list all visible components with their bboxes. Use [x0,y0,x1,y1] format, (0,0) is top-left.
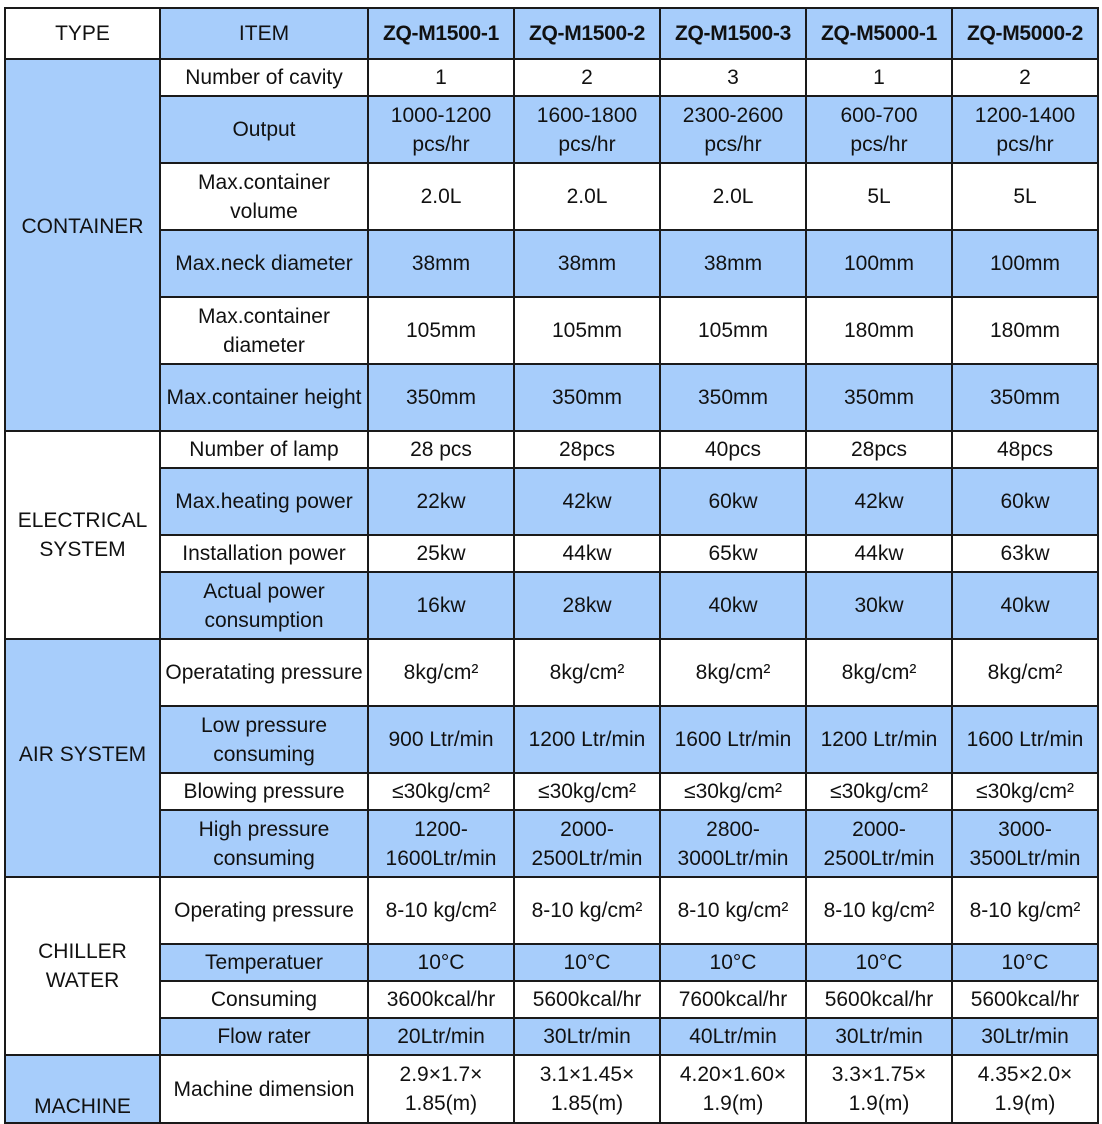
value-cell: 28kw [514,572,660,639]
item-label: Max.neck diameter [160,230,368,297]
value-cell: 40Ltr/min [660,1018,806,1055]
value-cell: 105mm [368,297,514,364]
table-row [5,1055,1098,1123]
table-row [5,297,1098,364]
model-header: ZQ-M1500-1 [368,8,514,59]
item-label: Installation power [160,535,368,572]
table-row [5,96,1098,163]
value-cell: 2.0L [660,163,806,230]
model-header: ZQ-M5000-2 [952,8,1098,59]
value-cell: 180mm [806,297,952,364]
item-label: Number of lamp [160,431,368,468]
value-cell: 2.9×1.7× 1.85(m) [368,1055,514,1123]
value-cell: 1200-1600Ltr/min [368,810,514,877]
item-header: ITEM [160,8,368,59]
value-cell: 44kw [806,535,952,572]
value-cell: 3000-3500Ltr/min [952,810,1098,877]
value-cell: 350mm [368,364,514,431]
table-row [5,706,1098,773]
value-cell: 63kw [952,535,1098,572]
value-cell: 3.1×1.45× 1.85(m) [514,1055,660,1123]
table-row [5,572,1098,639]
value-cell: 28pcs [514,431,660,468]
item-label: Number of cavity [160,59,368,96]
value-cell: 1600-1800 pcs/hr [514,96,660,163]
spec-table [4,7,1099,1124]
value-cell: 7600kcal/hr [660,981,806,1018]
value-cell: 350mm [952,364,1098,431]
value-cell: 2000-2500Ltr/min [514,810,660,877]
item-label: Machine dimension [160,1055,368,1123]
value-cell: 2800-3000Ltr/min [660,810,806,877]
item-label: Actual power consumption [160,572,368,639]
group-label-electrical: ELECTRICAL SYSTEM [5,431,160,639]
value-cell: 1 [368,59,514,96]
value-cell: 30Ltr/min [806,1018,952,1055]
value-cell: 4.20×1.60× 1.9(m) [660,1055,806,1123]
item-label: Output [160,96,368,163]
table-row [5,639,1098,706]
value-cell: 100mm [806,230,952,297]
value-cell: 900 Ltr/min [368,706,514,773]
value-cell: 1200 Ltr/min [514,706,660,773]
item-label: Max.container diameter [160,297,368,364]
value-cell: 40pcs [660,431,806,468]
value-cell: 5L [806,163,952,230]
value-cell: 100mm [952,230,1098,297]
value-cell: 16kw [368,572,514,639]
value-cell: 2.0L [514,163,660,230]
item-label: Consuming [160,981,368,1018]
value-cell: 3600kcal/hr [368,981,514,1018]
item-label: Low pressure consuming [160,706,368,773]
value-cell: 38mm [368,230,514,297]
group-label-chiller: CHILLER WATER [5,877,160,1055]
value-cell: 5600kcal/hr [952,981,1098,1018]
value-cell: 30Ltr/min [952,1018,1098,1055]
value-cell: ≤30kg/cm² [660,773,806,810]
table-row [5,944,1098,981]
model-header: ZQ-M1500-2 [514,8,660,59]
value-cell: 8-10 kg/cm² [806,877,952,944]
value-cell: 1200-1400 pcs/hr [952,96,1098,163]
value-cell: 350mm [660,364,806,431]
value-cell: 10°C [952,944,1098,981]
value-cell: 8kg/cm² [952,639,1098,706]
model-header: ZQ-M5000-1 [806,8,952,59]
item-label: Operatating pressure [160,639,368,706]
table-row [5,1018,1098,1055]
value-cell: 2.0L [368,163,514,230]
value-cell: 28pcs [806,431,952,468]
value-cell: 2 [514,59,660,96]
item-label: Flow rater [160,1018,368,1055]
value-cell: 5L [952,163,1098,230]
table-row [5,364,1098,431]
value-cell: 60kw [660,468,806,535]
value-cell: 8kg/cm² [514,639,660,706]
value-cell: 350mm [806,364,952,431]
value-cell: 1000-1200 pcs/hr [368,96,514,163]
table-row [5,810,1098,877]
value-cell: 8-10 kg/cm² [368,877,514,944]
table-row [5,59,1098,96]
value-cell: 20Ltr/min [368,1018,514,1055]
table-row [5,163,1098,230]
item-label: Max.container volume [160,163,368,230]
value-cell: 44kw [514,535,660,572]
value-cell: 2300-2600 pcs/hr [660,96,806,163]
value-cell: 1200 Ltr/min [806,706,952,773]
value-cell: 38mm [514,230,660,297]
value-cell: 2000-2500Ltr/min [806,810,952,877]
value-cell: 105mm [660,297,806,364]
value-cell: 10°C [660,944,806,981]
table-row [5,431,1098,468]
value-cell: 38mm [660,230,806,297]
item-label: Operating pressure [160,877,368,944]
value-cell: 42kw [514,468,660,535]
group-label-air: AIR SYSTEM [5,639,160,877]
model-header: ZQ-M1500-3 [660,8,806,59]
item-label: Max.container height [160,364,368,431]
value-cell: 1 [806,59,952,96]
item-label: Blowing pressure [160,773,368,810]
value-cell: ≤30kg/cm² [514,773,660,810]
group-label-container: CONTAINER [5,59,160,431]
value-cell: 8-10 kg/cm² [660,877,806,944]
value-cell: 30Ltr/min [514,1018,660,1055]
value-cell: 5600kcal/hr [806,981,952,1018]
table-row [5,468,1098,535]
value-cell: 10°C [368,944,514,981]
value-cell: ≤30kg/cm² [368,773,514,810]
item-label: Temperatuer [160,944,368,981]
value-cell: 350mm [514,364,660,431]
table-row [5,535,1098,572]
table-row [5,773,1098,810]
table-row [5,981,1098,1018]
value-cell: 600-700 pcs/hr [806,96,952,163]
value-cell: 48pcs [952,431,1098,468]
value-cell: 105mm [514,297,660,364]
value-cell: 10°C [806,944,952,981]
value-cell: 3.3×1.75× 1.9(m) [806,1055,952,1123]
value-cell: 10°C [514,944,660,981]
table-row [5,230,1098,297]
value-cell: 4.35×2.0× 1.9(m) [952,1055,1098,1123]
value-cell: 28 pcs [368,431,514,468]
value-cell: 1600 Ltr/min [660,706,806,773]
value-cell: ≤30kg/cm² [806,773,952,810]
value-cell: 25kw [368,535,514,572]
value-cell: 22kw [368,468,514,535]
table-row [5,877,1098,944]
value-cell: 8-10 kg/cm² [952,877,1098,944]
value-cell: ≤30kg/cm² [952,773,1098,810]
value-cell: 1600 Ltr/min [952,706,1098,773]
group-label-machine: MACHINE [5,1055,160,1123]
value-cell: 180mm [952,297,1098,364]
value-cell: 5600kcal/hr [514,981,660,1018]
value-cell: 8-10 kg/cm² [514,877,660,944]
item-label: Max.heating power [160,468,368,535]
value-cell: 40kw [952,572,1098,639]
value-cell: 40kw [660,572,806,639]
value-cell: 2 [952,59,1098,96]
value-cell: 8kg/cm² [368,639,514,706]
item-label: High pressure consuming [160,810,368,877]
value-cell: 65kw [660,535,806,572]
value-cell: 60kw [952,468,1098,535]
value-cell: 42kw [806,468,952,535]
value-cell: 3 [660,59,806,96]
value-cell: 8kg/cm² [806,639,952,706]
type-header: TYPE [5,8,160,59]
value-cell: 8kg/cm² [660,639,806,706]
value-cell: 30kw [806,572,952,639]
